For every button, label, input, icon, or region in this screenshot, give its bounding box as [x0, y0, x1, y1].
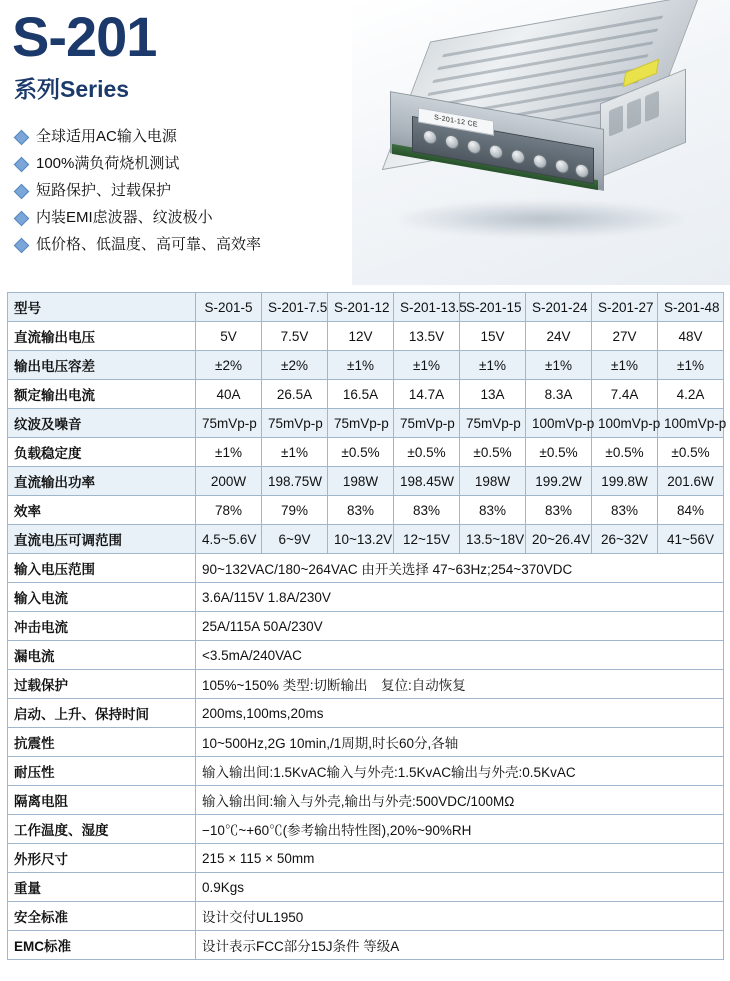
table-cell: 27V [592, 322, 658, 351]
table-row [8, 583, 724, 612]
feature-label: 100%满负荷烧机测试 [36, 155, 180, 172]
table-row [8, 409, 724, 438]
table-cell: ±1% [592, 351, 658, 380]
row-label: 耐压性 [8, 757, 196, 786]
row-label: EMC标准 [8, 931, 196, 960]
model-header-cell: S-201-24 [526, 293, 592, 322]
table-cell: 84% [658, 496, 724, 525]
table-cell: 设计表示FCC部分15J条件 等级A [196, 931, 724, 960]
table-cell: ±1% [262, 438, 328, 467]
model-header-cell: S-201-27 [592, 293, 658, 322]
table-cell: 5V [196, 322, 262, 351]
table-row [8, 380, 724, 409]
table-row [8, 873, 724, 902]
row-label: 输入电压范围 [8, 554, 196, 583]
table-cell: 83% [592, 496, 658, 525]
table-cell: 输入输出间:输入与外壳,输出与外壳:500VDC/100MΩ [196, 786, 724, 815]
diamond-bullet-icon [14, 130, 30, 146]
row-label: 输入电流 [8, 583, 196, 612]
model-header-cell: S-201-15 [460, 293, 526, 322]
row-label: 负载稳定度 [8, 438, 196, 467]
table-cell: 25A/115A 50A/230V [196, 612, 724, 641]
table-row [8, 815, 724, 844]
table-cell: ±2% [196, 351, 262, 380]
table-cell: 198.75W [262, 467, 328, 496]
table-row [8, 699, 724, 728]
row-label: 外形尺寸 [8, 844, 196, 873]
page-header [0, 0, 730, 288]
page-title: S-201 [12, 5, 157, 68]
table-cell: 200W [196, 467, 262, 496]
table-cell: 7.4A [592, 380, 658, 409]
table-cell: 6~9V [262, 525, 328, 554]
table-cell: 7.5V [262, 322, 328, 351]
table-cell: 75mVp-p [394, 409, 460, 438]
table-row [8, 728, 724, 757]
table-cell: 199.8W [592, 467, 658, 496]
table-cell: ±0.5% [526, 438, 592, 467]
feature-label: 低价格、低温度、高可靠、高效率 [36, 236, 262, 253]
table-cell: 198.45W [394, 467, 460, 496]
table-cell: 201.6W [658, 467, 724, 496]
table-cell: ±0.5% [658, 438, 724, 467]
table-cell: ±0.5% [328, 438, 394, 467]
table-cell: 83% [460, 496, 526, 525]
table-cell: 20~26.4V [526, 525, 592, 554]
table-row [8, 902, 724, 931]
table-row [8, 467, 724, 496]
table-cell: 105%~150% 类型:切断输出 复位:自动恢复 [196, 670, 724, 699]
row-label: 安全标准 [8, 902, 196, 931]
feature-label: 内装EMI虑波器、纹波极小 [36, 209, 213, 226]
table-row [8, 496, 724, 525]
table-cell: ±1% [394, 351, 460, 380]
table-cell: 设计交付UL1950 [196, 902, 724, 931]
table-cell: 0.9Kgs [196, 873, 724, 902]
table-cell: 75mVp-p [262, 409, 328, 438]
row-label: 输出电压容差 [8, 351, 196, 380]
table-cell: −10℃~+60℃(参考输出特性图),20%~90%RH [196, 815, 724, 844]
list-item [10, 155, 360, 173]
diamond-bullet-icon [14, 211, 30, 227]
table-cell: 75mVp-p [328, 409, 394, 438]
table-cell: 8.3A [526, 380, 592, 409]
table-cell: 100mVp-p [658, 409, 724, 438]
table-cell: ±1% [658, 351, 724, 380]
table-cell: ±1% [328, 351, 394, 380]
table-cell: ±0.5% [394, 438, 460, 467]
list-item [10, 128, 360, 146]
table-cell: 输入输出间:1.5KvAC输入与外壳:1.5KvAC输出与外壳:0.5KvAC [196, 757, 724, 786]
table-cell: 26~32V [592, 525, 658, 554]
series-subtitle: 系列Series [14, 75, 130, 102]
row-label: 启动、上升、保持时间 [8, 699, 196, 728]
table-row [8, 438, 724, 467]
feature-label: 短路保护、过载保护 [36, 182, 172, 199]
table-row [8, 612, 724, 641]
column-header-model: 型号 [8, 293, 196, 322]
row-label: 纹波及噪音 [8, 409, 196, 438]
table-row [8, 786, 724, 815]
table-cell: 12V [328, 322, 394, 351]
table-cell: 13.5~18V [460, 525, 526, 554]
list-item [10, 209, 360, 227]
row-label: 过载保护 [8, 670, 196, 699]
table-cell: 41~56V [658, 525, 724, 554]
table-row [8, 757, 724, 786]
list-item [10, 236, 360, 254]
table-row [8, 554, 724, 583]
list-item [10, 182, 360, 200]
table-cell: 12~15V [394, 525, 460, 554]
row-label: 额定输出电流 [8, 380, 196, 409]
table-cell: ±1% [196, 438, 262, 467]
table-cell: 78% [196, 496, 262, 525]
table-cell: 100mVp-p [526, 409, 592, 438]
table-cell: 10~500Hz,2G 10min,/1周期,时长60分,各轴 [196, 728, 724, 757]
row-label: 工作温度、湿度 [8, 815, 196, 844]
table-cell: 199.2W [526, 467, 592, 496]
title-block [8, 5, 348, 104]
model-header-cell: S-201-7.5 [262, 293, 328, 322]
table-cell: 10~13.2V [328, 525, 394, 554]
row-label: 冲击电流 [8, 612, 196, 641]
table-cell: 200ms,100ms,20ms [196, 699, 724, 728]
table-cell: 83% [394, 496, 460, 525]
table-header-row [8, 293, 724, 322]
model-sticker: S-201-12 CE [418, 107, 494, 135]
table-row [8, 525, 724, 554]
table-row [8, 641, 724, 670]
table-cell: 198W [460, 467, 526, 496]
table-cell: 83% [526, 496, 592, 525]
table-row [8, 670, 724, 699]
feature-list [10, 128, 360, 263]
table-row [8, 322, 724, 351]
table-cell: ±0.5% [592, 438, 658, 467]
diamond-bullet-icon [14, 238, 30, 254]
table-cell: 15V [460, 322, 526, 351]
model-header-cell: S-201-13.5 [394, 293, 460, 322]
model-header-cell: S-201-48 [658, 293, 724, 322]
table-cell: 100mVp-p [592, 409, 658, 438]
row-label: 隔离电阻 [8, 786, 196, 815]
table-cell: 4.5~5.6V [196, 525, 262, 554]
diamond-bullet-icon [14, 157, 30, 173]
diamond-bullet-icon [14, 184, 30, 200]
table-cell: 16.5A [328, 380, 394, 409]
table-row [8, 844, 724, 873]
table-cell: 48V [658, 322, 724, 351]
row-label: 直流电压可调范围 [8, 525, 196, 554]
table-cell: 90~132VAC/180~264VAC 由开关选择 47~63Hz;254~370VDC [196, 554, 724, 583]
row-label: 直流输出电压 [8, 322, 196, 351]
table-cell: 75mVp-p [460, 409, 526, 438]
specification-table-wrap [0, 292, 730, 960]
table-cell: ±2% [262, 351, 328, 380]
table-cell: ±1% [460, 351, 526, 380]
product-photo [352, 0, 730, 285]
row-label: 效率 [8, 496, 196, 525]
table-cell: 4.2A [658, 380, 724, 409]
table-cell: <3.5mA/240VAC [196, 641, 724, 670]
table-cell: 83% [328, 496, 394, 525]
model-header-cell: S-201-12 [328, 293, 394, 322]
table-cell: 14.7A [394, 380, 460, 409]
table-cell: 26.5A [262, 380, 328, 409]
table-cell: 79% [262, 496, 328, 525]
row-label: 漏电流 [8, 641, 196, 670]
table-cell: 215 × 115 × 50mm [196, 844, 724, 873]
table-row [8, 351, 724, 380]
table-cell: 13A [460, 380, 526, 409]
table-cell: 198W [328, 467, 394, 496]
row-label: 重量 [8, 873, 196, 902]
feature-label: 全球适用AC输入电源 [36, 128, 177, 145]
model-header-cell: S-201-5 [196, 293, 262, 322]
power-supply-unit-illustration [388, 22, 698, 217]
table-row [8, 931, 724, 960]
table-cell: ±0.5% [460, 438, 526, 467]
table-cell: ±1% [526, 351, 592, 380]
specification-table [7, 292, 727, 960]
row-label: 直流输出功率 [8, 467, 196, 496]
table-cell: 3.6A/115V 1.8A/230V [196, 583, 724, 612]
table-cell: 13.5V [394, 322, 460, 351]
table-cell: 24V [526, 322, 592, 351]
table-cell: 75mVp-p [196, 409, 262, 438]
row-label: 抗震性 [8, 728, 196, 757]
table-cell: 40A [196, 380, 262, 409]
